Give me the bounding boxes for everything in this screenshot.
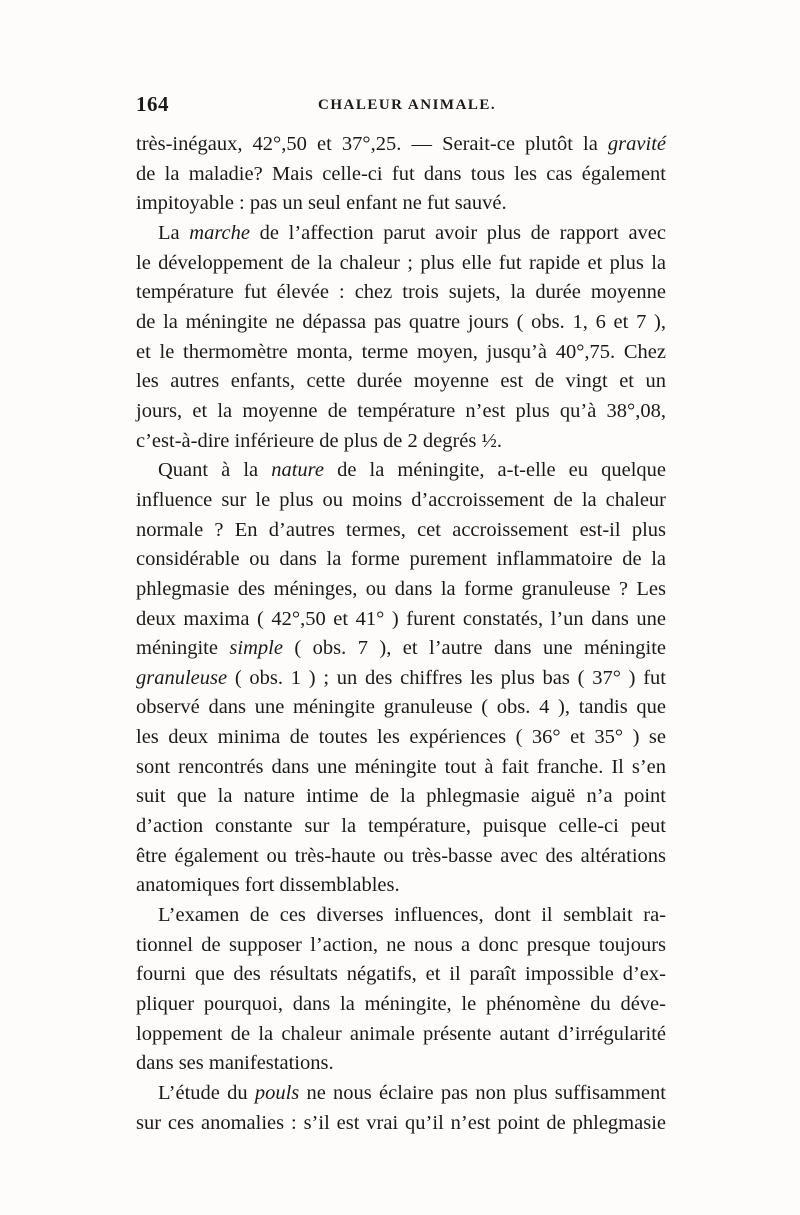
text-segment: La [158, 221, 190, 244]
text-line [136, 130, 666, 160]
text-line [136, 664, 666, 694]
page-header [136, 92, 666, 130]
text-segment: être également ou très-haute ou très-basse avec des altérations [136, 844, 666, 867]
text-segment: et le thermomètre monta, terme moyen, jusqu’à 40°,75. Chez [136, 340, 666, 363]
text-segment: très-inégaux, 42°,50 et 37°,25. — Serait-ce plutôt la [136, 133, 608, 155]
text-segment: jours, et la moyenne de température n’est plus qu’à 38°,08, [136, 399, 666, 422]
text-segment: influence sur le plus ou moins d’accroissement de la chaleur [136, 488, 666, 511]
text-line [136, 693, 666, 723]
text-line [136, 931, 666, 961]
text-line [136, 990, 666, 1020]
text-segment: le développement de la chaleur ; plus elle fut rapide et plus la [136, 251, 666, 274]
text-segment: anatomiques fort dissemblables. [136, 874, 400, 897]
text-line [136, 782, 666, 812]
page-number: 164 [136, 92, 169, 116]
text-segment: température fut élevée : chez trois sujets, la durée moyenne [136, 281, 666, 304]
text-segment: de l’affection parut avoir plus de rapport avec [250, 221, 666, 244]
text-line [136, 842, 666, 872]
text-line [136, 1109, 666, 1139]
text-line [136, 219, 666, 249]
text-segment: fourni que des résultats négatifs, et il paraît impossible d’ex- [136, 963, 666, 986]
text-segment: normale ? En d’autres termes, cet accroissement est-il plus [136, 518, 666, 541]
italic-text: marche [189, 221, 250, 244]
text-line [136, 1020, 666, 1050]
text-segment: L’étude du [158, 1082, 255, 1104]
text-segment: ( obs. 7 ), et l’autre dans une méningite [282, 637, 666, 660]
text-segment: observé dans une méningite granuleuse ( obs. 4 ), tandis que [136, 696, 666, 719]
text-segment: sont rencontrés dans une méningite tout à fait franche. Il s’en [136, 755, 666, 778]
text-segment: pliquer pourquoi, dans la méningite, le phénomène du déve- [136, 993, 666, 1016]
text-segment: dans ses manifestations. [136, 1052, 334, 1075]
text-line [136, 634, 666, 664]
body-text [136, 130, 666, 1138]
text-segment: méningite [136, 637, 230, 660]
text-line [136, 605, 666, 635]
text-line [136, 723, 666, 753]
text-segment: de la maladie? Mais celle-ci fut dans tous les cas également [136, 162, 666, 185]
text-segment: de la méningite ne dépassa pas quatre jours ( obs. 1, 6 et 7 ), [136, 310, 666, 333]
text-segment: suit que la nature intime de la phlegmasie aiguë n’a point [136, 785, 666, 808]
text-line [136, 249, 666, 279]
text-line [136, 160, 666, 190]
text-line [136, 871, 666, 901]
text-segment: deux maxima ( 42°,50 et 41° ) furent constatés, l’un dans une [136, 607, 666, 630]
text-line [136, 278, 666, 308]
text-segment: loppement de la chaleur animale présente autant d’irrégularité [136, 1022, 666, 1045]
text-line [136, 397, 666, 427]
italic-text: nature [271, 459, 324, 482]
text-line [136, 516, 666, 546]
text-line [136, 338, 666, 368]
text-line [136, 367, 666, 397]
text-line [136, 1079, 666, 1109]
text-segment: Quant à la [158, 459, 272, 482]
text-segment: d’action constante sur la température, puisque celle-ci peut [136, 815, 666, 838]
italic-text: granuleuse [136, 666, 228, 689]
text-segment: L’examen de ces diverses influences, dont il semblait ra- [158, 904, 666, 927]
italic-text: simple [229, 637, 283, 660]
running-title: CHALEUR ANIMALE. [318, 97, 497, 113]
text-line [136, 812, 666, 842]
text-segment: phlegmasie des méninges, ou dans la forme granuleuse ? Les [136, 577, 666, 600]
book-page [136, 92, 666, 1138]
italic-text: pouls [254, 1082, 300, 1104]
text-line [136, 575, 666, 605]
text-line [136, 308, 666, 338]
text-segment: sur ces anomalies : s’il est vrai qu’il n’est point de phlegmasie [136, 1111, 666, 1134]
text-line [136, 545, 666, 575]
text-line [136, 456, 666, 486]
text-line [136, 486, 666, 516]
text-line [136, 901, 666, 931]
text-segment: c’est-à-dire inférieure de plus de 2 degrés ½. [136, 429, 502, 452]
text-segment: considérable ou dans la forme purement inflammatoire de la [136, 548, 666, 571]
text-line [136, 960, 666, 990]
text-segment: ( obs. 1 ) ; un des chiffres les plus bas ( 37° ) fut [227, 666, 666, 689]
text-line [136, 753, 666, 783]
text-line [136, 1049, 666, 1079]
italic-text: gravité [607, 133, 666, 155]
text-line [136, 189, 666, 219]
text-segment: les autres enfants, cette durée moyenne est de vingt et un [136, 370, 666, 393]
text-line [136, 427, 666, 457]
text-segment: les deux minima de toutes les expériences ( 36° et 35° ) se [136, 726, 666, 749]
text-segment: ne nous éclaire pas non plus suffisamment [299, 1082, 666, 1104]
text-segment: de la méningite, a-t-elle eu quelque [324, 459, 666, 482]
text-segment: impitoyable : pas un seul enfant ne fut sauvé. [136, 192, 507, 215]
text-segment: tionnel de supposer l’action, ne nous a donc presque toujours [136, 933, 666, 956]
